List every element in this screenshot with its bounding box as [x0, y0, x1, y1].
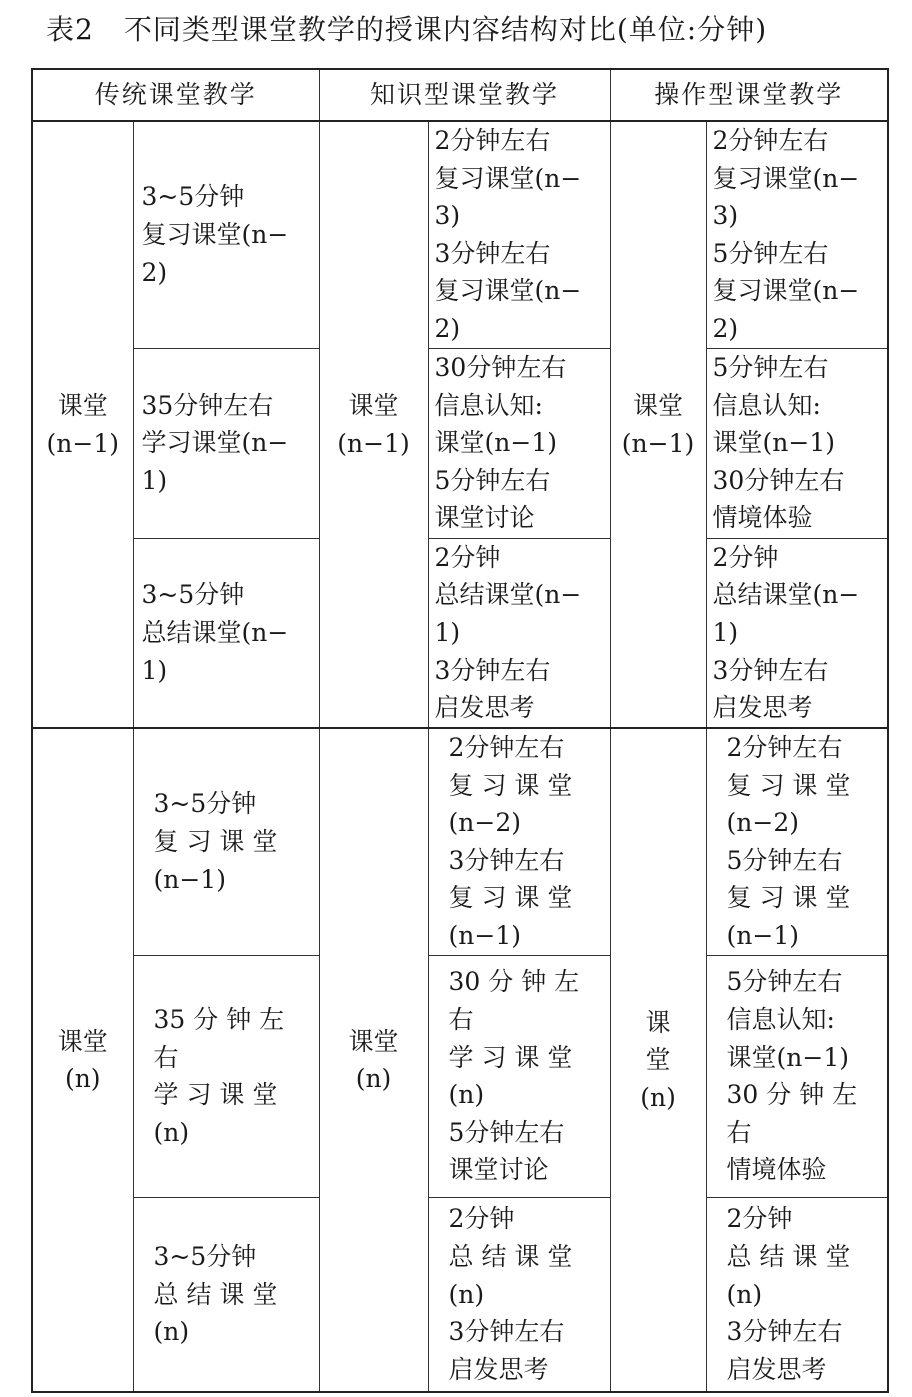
operation-cell: 5分钟左右 信息认知: 课堂(n−1) 30 分 钟 左 右 情境体验	[706, 955, 888, 1197]
operation-cell: 2分钟左右 复习课堂(n− 3) 5分钟左右 复习课堂(n− 2)	[706, 121, 888, 348]
section-label-operation: 课堂 (n−1)	[610, 121, 706, 728]
traditional-cell: 3~5分钟 总 结 课 堂 (n)	[133, 1197, 319, 1392]
traditional-cell: 3~5分钟 总结课堂(n− 1)	[133, 538, 319, 728]
table-row	[32, 538, 888, 728]
section-label-knowledge: 课堂 (n)	[319, 728, 428, 1392]
comparison-table	[31, 68, 889, 1393]
operation-cell: 2分钟 总结课堂(n− 1) 3分钟左右 启发思考	[706, 538, 888, 728]
section-label-traditional: 课堂 (n−1)	[32, 121, 133, 728]
header-traditional: 传统课堂教学	[32, 69, 319, 121]
table-row	[32, 1197, 888, 1392]
section-label-knowledge: 课堂 (n−1)	[319, 121, 428, 728]
knowledge-cell: 30分钟左右 信息认知: 课堂(n−1) 5分钟左右 课堂讨论	[428, 348, 610, 538]
header-operation: 操作型课堂教学	[610, 69, 888, 121]
knowledge-cell: 30 分 钟 左 右 学 习 课 堂 (n) 5分钟左右 课堂讨论	[428, 955, 610, 1197]
section-label-operation: 课 堂 (n)	[610, 728, 706, 1392]
traditional-cell: 35分钟左右 学习课堂(n− 1)	[133, 348, 319, 538]
knowledge-cell: 2分钟 总结课堂(n− 1) 3分钟左右 启发思考	[428, 538, 610, 728]
table-title: 不同类型课堂教学的授课内容结构对比(单位:分钟)	[123, 13, 768, 46]
table-row	[32, 955, 888, 1197]
knowledge-cell: 2分钟左右 复 习 课 堂 (n−2) 3分钟左右 复 习 课 堂 (n−1)	[428, 728, 610, 955]
header-row	[32, 69, 888, 121]
operation-cell: 5分钟左右 信息认知: 课堂(n−1) 30分钟左右 情境体验	[706, 348, 888, 538]
knowledge-cell: 2分钟左右 复习课堂(n− 3) 3分钟左右 复习课堂(n− 2)	[428, 121, 610, 348]
traditional-cell: 3~5分钟 复习课堂(n− 2)	[133, 121, 319, 348]
knowledge-cell: 2分钟 总 结 课 堂 (n) 3分钟左右 启发思考	[428, 1197, 610, 1392]
operation-cell: 2分钟 总 结 课 堂 (n) 3分钟左右 启发思考	[706, 1197, 888, 1392]
table-caption	[46, 8, 906, 52]
table-row	[32, 728, 888, 955]
table-row	[32, 348, 888, 538]
traditional-cell: 35 分 钟 左 右 学 习 课 堂 (n)	[133, 955, 319, 1197]
table-row	[32, 121, 888, 348]
table-number: 表2	[46, 13, 94, 46]
header-knowledge: 知识型课堂教学	[319, 69, 610, 121]
operation-cell: 2分钟左右 复 习 课 堂 (n−2) 5分钟左右 复 习 课 堂 (n−1)	[706, 728, 888, 955]
traditional-cell: 3~5分钟 复 习 课 堂 (n−1)	[133, 728, 319, 955]
section-label-traditional: 课堂 (n)	[32, 728, 133, 1392]
